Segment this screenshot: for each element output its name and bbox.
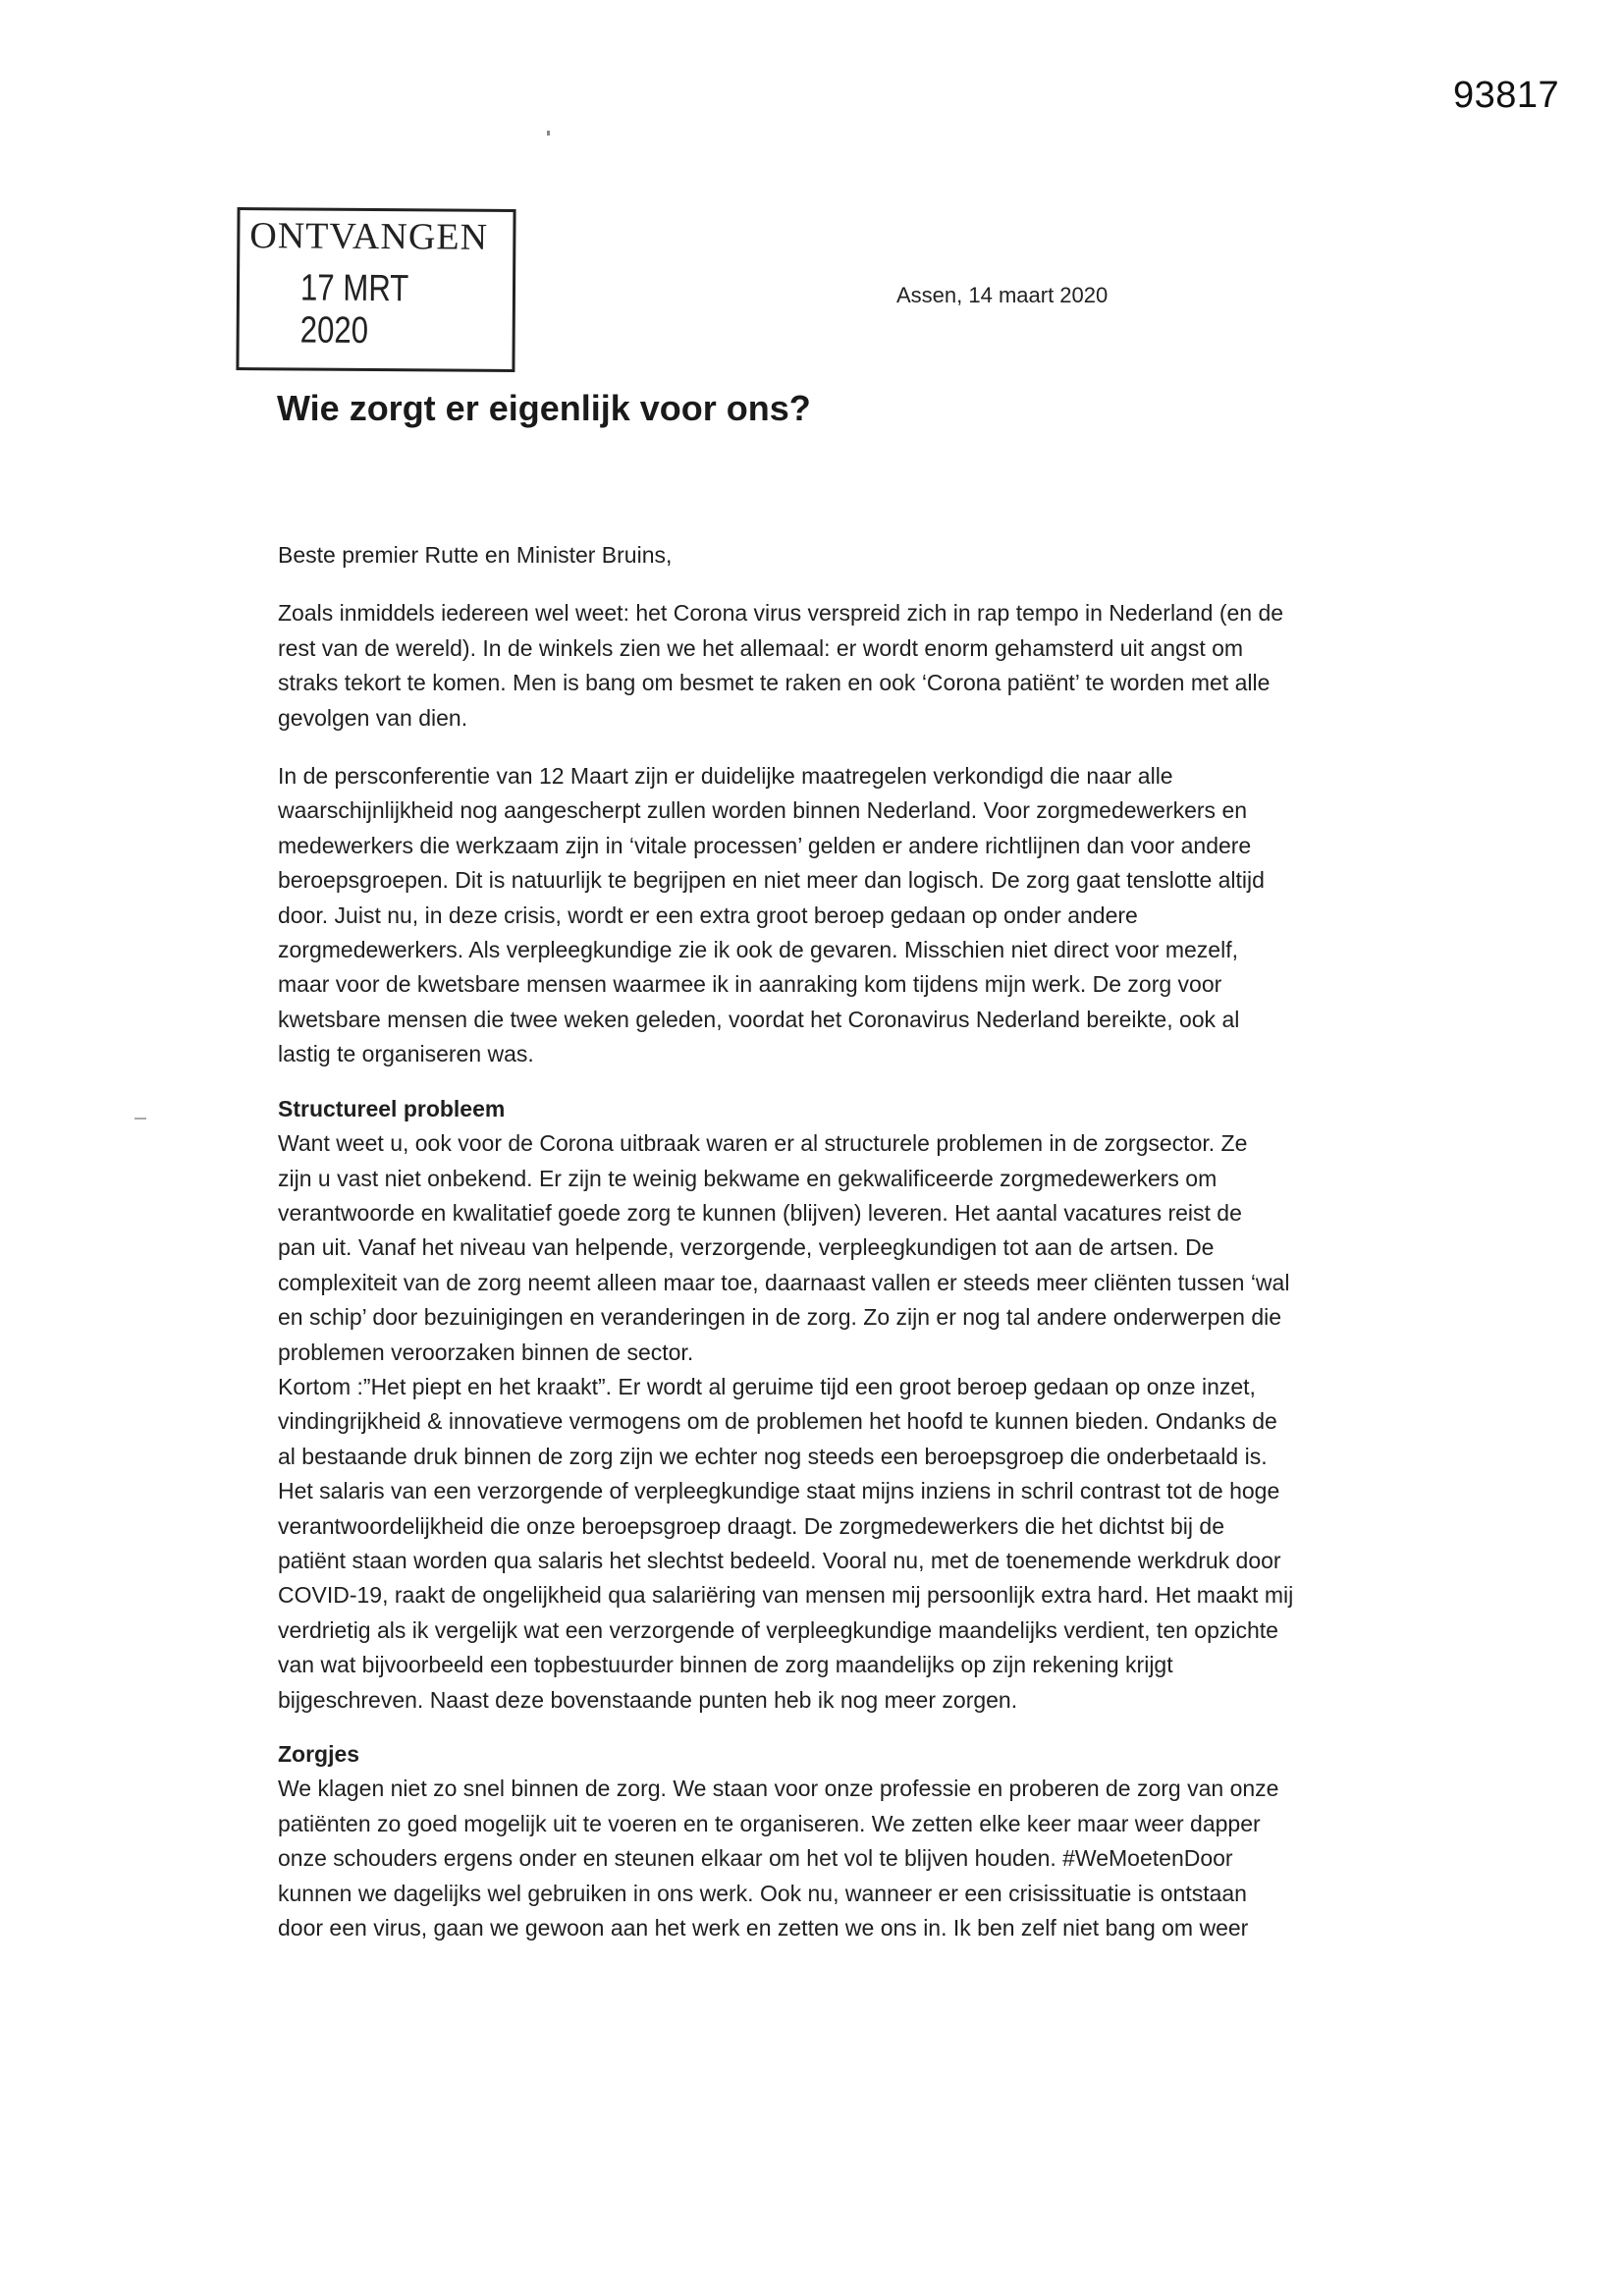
text-line: bijgeschreven. Naast deze bovenstaande punten heb ik nog meer zorgen. bbox=[278, 1686, 1018, 1713]
text-line: verantwoordelijkheid die onze beroepsgroep draagt. De zorgmedewerkers die het dichtst bij de bbox=[278, 1512, 1225, 1539]
text-line: verantwoorde en kwalitatief goede zorg te kunnen (blijven) leveren. Het aantal vacatures reist de bbox=[278, 1199, 1242, 1226]
text-line: medewerkers die werkzaam zijn in ‘vitale processen’ gelden er andere richtlijnen dan voor andere bbox=[278, 832, 1252, 858]
text-line: waarschijnlijkheid nog aangescherpt zullen worden binnen Nederland. Voor zorgmedewerkers en bbox=[278, 797, 1248, 824]
scan-speck bbox=[547, 131, 550, 136]
section-heading: Zorgjes bbox=[278, 1741, 360, 1767]
received-stamp bbox=[236, 207, 515, 372]
text-line: COVID-19, raakt de ongelijkheid qua salariëring van mensen mij persoonlijk extra hard. Het maakt mij bbox=[278, 1582, 1294, 1609]
text-line: Zoals inmiddels iedereen wel weet: het Corona virus verspreid zich in rap tempo in Nederland (en de bbox=[278, 600, 1284, 627]
text-line: We klagen niet zo snel binnen de zorg. We staan voor onze professie en proberen de zorg van onze bbox=[278, 1776, 1279, 1802]
text-line: problemen veroorzaken binnen de sector. bbox=[278, 1339, 694, 1365]
document-number: 93817 bbox=[1453, 75, 1560, 116]
text-line: onze schouders ergens onder en steunen elkaar om het vol te blijven houden. #WeMoetenDoor bbox=[278, 1845, 1233, 1872]
text-line: verdrietig als ik vergelijk wat een verzorgende of verpleegkundige maandelijks verdient, ten opzichte bbox=[278, 1616, 1278, 1643]
text-line: vindingrijkheid & innovatieve vermogens om de problemen het hoofd te kunnen bieden. Ondanks de bbox=[278, 1408, 1277, 1435]
text-line: In de persconferentie van 12 Maart zijn er duidelijke maatregelen verkondigd die naar alle bbox=[278, 763, 1173, 790]
text-line: patiënten zo goed mogelijk uit te voeren en te organiseren. We zetten elke keer maar weer dapper bbox=[278, 1810, 1261, 1836]
text-line: al bestaande druk binnen de zorg zijn we echter nog steeds een beroepsgroep die onderbetaald is. bbox=[278, 1443, 1268, 1469]
section-structureel-probleem bbox=[278, 1092, 1348, 1718]
text-line: zorgmedewerkers. Als verpleegkundige zie ik ook de gevaren. Misschien niet direct voor mezelf, bbox=[278, 937, 1238, 963]
paragraph-2 bbox=[278, 759, 1348, 1072]
text-line: beroepsgroepen. Dit is natuurlijk te begrijpen en niet meer dan logisch. De zorg gaat tenslotte altijd bbox=[278, 867, 1265, 894]
text-line: door. Juist nu, in deze crisis, wordt er een extra groot beroep gedaan op onder andere bbox=[278, 902, 1138, 928]
scan-speck bbox=[135, 1118, 146, 1120]
letter-body bbox=[278, 538, 1348, 1945]
salutation: Beste premier Rutte en Minister Bruins, bbox=[278, 542, 673, 568]
text-line: lastig te organiseren was. bbox=[278, 1041, 534, 1067]
text-line: Het salaris van een verzorgende of verpleegkundige staat mijns inziens in schril contrast tot de hoge bbox=[278, 1478, 1280, 1504]
text-line: en schip’ door bezuinigingen en veranderingen in de zorg. Zo zijn er nog tal andere onderwerpen die bbox=[278, 1304, 1282, 1331]
text-line: Want weet u, ook voor de Corona uitbraak waren er al structurele problemen in de zorgsector. Ze bbox=[278, 1130, 1248, 1157]
paragraph-1 bbox=[278, 596, 1348, 736]
place-date: Assen, 14 maart 2020 bbox=[896, 283, 1109, 307]
section-heading: Structureel probleem bbox=[278, 1095, 506, 1121]
letter-title: Wie zorgt er eigenlijk voor ons? bbox=[277, 388, 811, 428]
text-line: maar voor de kwetsbare mensen waarmee ik in aanraking kom tijdens mijn werk. De zorg voor bbox=[278, 971, 1222, 998]
section-zorgjes bbox=[278, 1737, 1348, 1945]
stamp-label: ONTVANGEN bbox=[249, 215, 489, 258]
text-line: straks tekort te komen. Men is bang om besmet te raken en ook ‘Corona patiënt’ te worden met alle bbox=[278, 670, 1271, 696]
text-line: kunnen we dagelijks wel gebruiken in ons werk. Ook nu, wanneer er een crisissituatie is ontstaan bbox=[278, 1880, 1247, 1906]
text-line: zijn u vast niet onbekend. Er zijn te weinig bekwame en gekwalificeerde zorgmedewerkers om bbox=[278, 1165, 1218, 1191]
text-line: door een virus, gaan we gewoon aan het werk en zetten we ons in. Ik ben zelf niet bang om weer bbox=[278, 1915, 1249, 1941]
text-line: van wat bijvoorbeeld een topbestuurder binnen de zorg maandelijks op zijn rekening krijgt bbox=[278, 1652, 1173, 1678]
stamp-date: 17 MRT 2020 bbox=[299, 267, 408, 352]
text-line: pan uit. Vanaf het niveau van helpende, verzorgende, verpleegkundigen tot aan de artsen. De bbox=[278, 1234, 1215, 1261]
text-line: kwetsbare mensen die twee weken geleden, voordat het Coronavirus Nederland bereikte, ook al bbox=[278, 1006, 1240, 1032]
text-line: patiënt staan worden qua salaris het slechtst bedeeld. Vooral nu, met de toenemende werkdruk door bbox=[278, 1547, 1281, 1573]
text-line: complexiteit van de zorg neemt alleen maar toe, daarnaast vallen er steeds meer cliënten tussen ‘wal bbox=[278, 1269, 1290, 1295]
text-line: rest van de wereld). In de winkels zien we het allemaal: er wordt enorm gehamsterd uit angst om bbox=[278, 634, 1244, 661]
text-line: gevolgen van dien. bbox=[278, 704, 468, 731]
text-line: Kortom :”Het piept en het kraakt”. Er wordt al geruime tijd een groot beroep gedaan op onze inzet, bbox=[278, 1373, 1256, 1399]
